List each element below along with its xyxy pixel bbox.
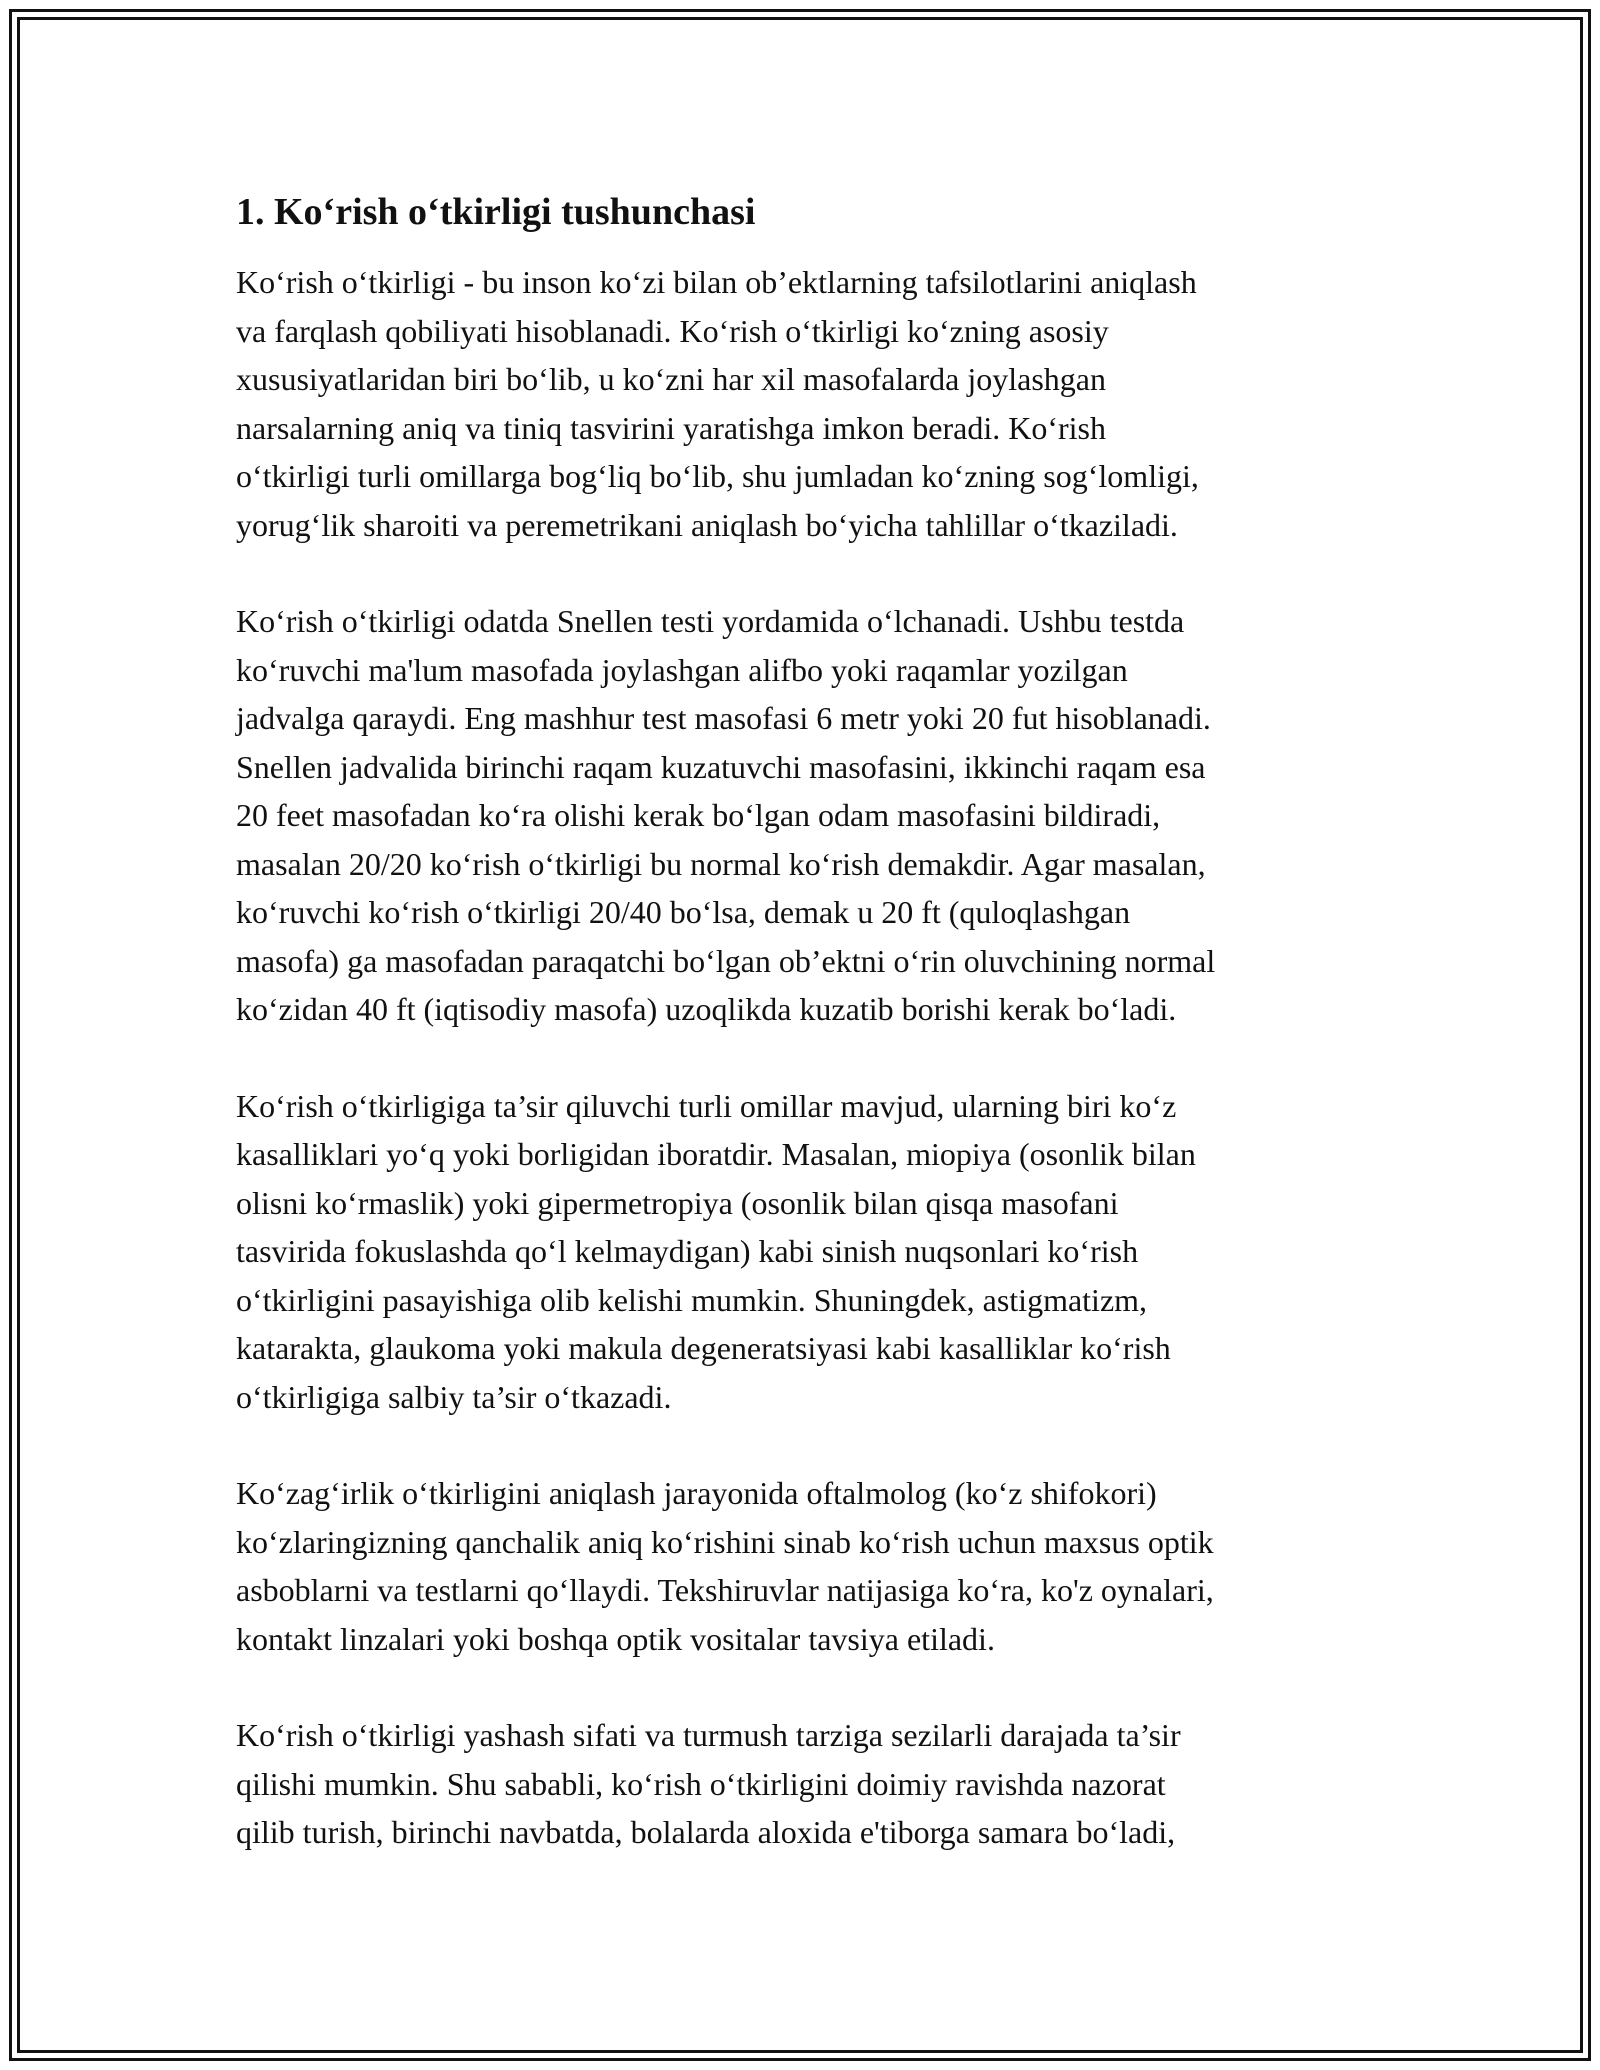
text-line: masalan 20/20 ko‘rish o‘tkirligi bu normal ko‘rish demakdir. Agar masalan, bbox=[236, 845, 1206, 882]
text-line: Ko‘rish o‘tkirligi yashash sifati va turmush tarziga sezilarli darajada ta’sir bbox=[236, 1717, 1181, 1753]
text-line: tasvirida fokuslashda qo‘l kelmaydigan) kabi sinish nuqsonlari ko‘rish bbox=[236, 1233, 1139, 1269]
paragraph-4 bbox=[236, 1469, 1364, 1663]
text-line: Ko‘zag‘irlik o‘tkirligini aniqlash jarayonida oftalmolog (ko‘z shifokori) bbox=[236, 1475, 1157, 1511]
text-line: Snellen jadvalida birinchi raqam kuzatuvchi masofasini, ikkinchi raqam esa bbox=[236, 748, 1206, 785]
text-line: ko‘ruvchi ma'lum masofada joylashgan alifbo yoki raqamlar yozilgan bbox=[236, 651, 1128, 688]
text-line: o‘tkirligiga salbiy ta’sir o‘tkazadi. bbox=[236, 1378, 672, 1415]
text-line: Ko‘rish o‘tkirligi odatda Snellen testi yordamida o‘lchanadi. Ushbu testda bbox=[236, 603, 1185, 639]
paragraph-1 bbox=[236, 258, 1364, 549]
text-line: va farqlash qobiliyati hisoblanadi. Ko‘rish o‘tkirligi ko‘zning asosiy bbox=[236, 312, 1109, 349]
text-line: Ko‘rish o‘tkirligi - bu inson ko‘zi bilan ob’ektlarning tafsilotlarini aniqlash bbox=[236, 264, 1197, 300]
text-line: qilib turish, birinchi navbatda, bolalarda aloxida e'tiborga samara bo‘ladi, bbox=[236, 1814, 1176, 1850]
text-line: ko‘ruvchi ko‘rish o‘tkirligi 20/40 bo‘lsa, demak u 20 ft (quloqlashgan bbox=[236, 894, 1131, 930]
text-line: jadvalga qaraydi. Eng mashhur test masofasi 6 metr yoki 20 fut hisoblanadi. bbox=[236, 700, 1211, 736]
text-line: katarakta, glaukoma yoki makula degeneratsiyasi kabi kasalliklar ko‘rish bbox=[236, 1330, 1171, 1366]
text-line: kontakt linzalari yoki boshqa optik vositalar tavsiya etiladi. bbox=[236, 1620, 995, 1657]
text-line: o‘tkirligi turli omillarga bog‘liq bo‘lib, shu jumladan ko‘zning sog‘lomligi, bbox=[236, 458, 1199, 494]
text-line: yorug‘lik sharoiti va peremetrikani aniqlash bo‘yicha tahlillar o‘tkaziladi. bbox=[236, 506, 1178, 543]
document-body bbox=[236, 186, 1364, 1905]
text-line: ko‘zidan 40 ft (iqtisodiy masofa) uzoqlikda kuzatib borishi kerak bo‘ladi. bbox=[236, 991, 1177, 1027]
paragraph-5 bbox=[236, 1711, 1364, 1857]
text-line: asboblarni va testlarni qo‘llaydi. Tekshiruvlar natijasiga ko‘ra, ko'z oynalari, bbox=[236, 1572, 1214, 1608]
text-line: olisni ko‘rmaslik) yoki gipermetropiya (osonlik bilan qisqa masofani bbox=[236, 1184, 1119, 1221]
text-line: qilishi mumkin. Shu sababli, ko‘rish o‘tkirligini doimiy ravishda nazorat bbox=[236, 1765, 1166, 1802]
text-line: kasalliklari yo‘q yoki borligidan iboratdir. Masalan, miopiya (osonlik bilan bbox=[236, 1136, 1196, 1172]
text-line: 20 feet masofadan ko‘ra olishi kerak bo‘lgan odam masofasini bildiradi, bbox=[236, 797, 1161, 833]
text-line: xususiyatlaridan biri bo‘lib, u ko‘zni har xil masofalarda joylashgan bbox=[236, 361, 1106, 397]
text-line: o‘tkirligini pasayishiga olib kelishi mumkin. Shuningdek, astigmatizm, bbox=[236, 1281, 1148, 1318]
text-line: narsalarning aniq va tiniq tasvirini yaratishga imkon beradi. Ko‘rish bbox=[236, 409, 1106, 446]
text-line: ko‘zlaringizning qanchalik aniq ko‘rishini sinab ko‘rish uchun maxsus optik bbox=[236, 1523, 1214, 1560]
text-line: Ko‘rish o‘tkirligiga ta’sir qiluvchi turli omillar mavjud, ularning biri ko‘z bbox=[236, 1087, 1177, 1124]
section-heading: 1. Ko‘rish o‘tkirligi tushunchasi bbox=[236, 191, 756, 233]
paragraph-3 bbox=[236, 1082, 1364, 1422]
paragraph-2 bbox=[236, 597, 1364, 1034]
text-line: masofa) ga masofadan paraqatchi bo‘lgan ob’ektni o‘rin oluvchining normal bbox=[236, 942, 1216, 979]
